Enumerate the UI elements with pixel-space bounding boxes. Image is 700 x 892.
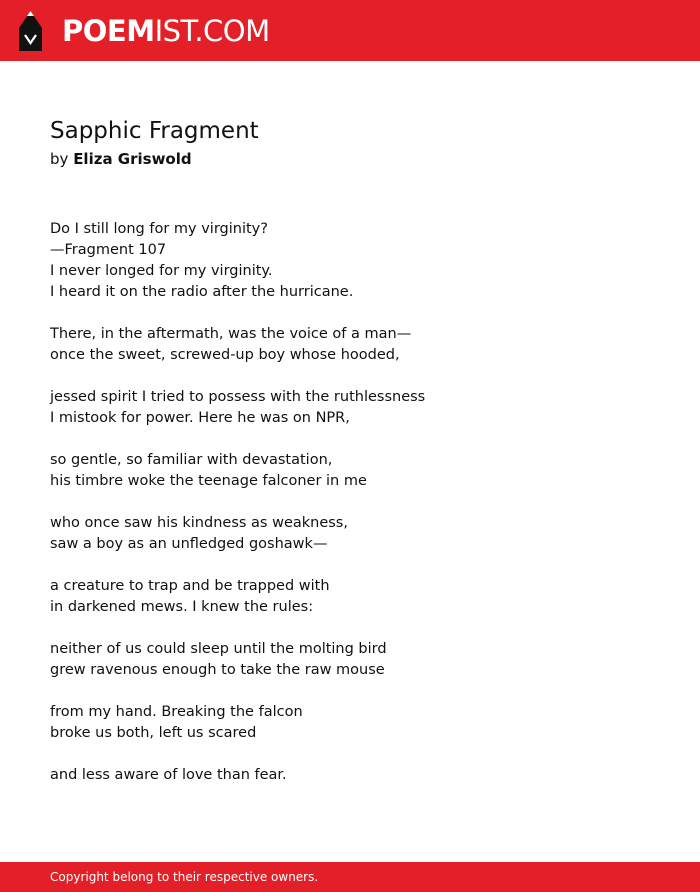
site-logo-text[interactable] xyxy=(62,11,270,51)
poem-line: so gentle, so familiar with devastation, xyxy=(50,452,333,468)
poem-line: who once saw his kindness as weakness, xyxy=(50,515,348,531)
poem-line: saw a boy as an unfledged goshawk⁠— xyxy=(50,536,328,552)
poem-line: I heard it on the radio after the hurricane. xyxy=(50,284,354,300)
poem-line: neither of us could sleep until the molting bird xyxy=(50,641,387,657)
brand-bold: POEM xyxy=(62,14,155,48)
poem-line: broke us both, left us scared xyxy=(50,725,257,741)
stanza-break xyxy=(50,492,670,513)
pencil-icon[interactable] xyxy=(17,10,44,52)
poem-line: There, in the aftermath, was the voice of a man⁠— xyxy=(50,326,412,342)
stanza-break xyxy=(50,555,670,576)
poem-line: Do I still long for my virginity? xyxy=(50,221,268,237)
poem-line: a creature to trap and be trapped with xyxy=(50,578,330,594)
stanza-break xyxy=(50,303,670,324)
stanza-break xyxy=(50,681,670,702)
stanza-break xyxy=(50,744,670,765)
poem-line: I never longed for my virginity. xyxy=(50,263,273,279)
poem-line: his timbre woke the teenage falconer in me xyxy=(50,473,367,489)
copyright-notice: Copyright belong to their respective owners. xyxy=(50,870,319,884)
by-prefix: by xyxy=(50,150,69,168)
poem-body xyxy=(50,219,670,786)
poem-line: I mistook for power. Here he was on NPR, xyxy=(50,410,350,426)
stanza-break xyxy=(50,618,670,639)
poem-line: jessed spirit I tried to possess with the ruthlessness xyxy=(50,389,426,405)
poem-line: once the sweet, screwed-up boy whose hooded, xyxy=(50,347,400,363)
poem-line: grew ravenous enough to take the raw mouse xyxy=(50,662,385,678)
poem-title: Sapphic Fragment xyxy=(50,118,259,144)
site-footer xyxy=(0,862,700,892)
poem-line: from my hand. Breaking the falcon xyxy=(50,704,303,720)
poem-line: —⁠Fragment 107 xyxy=(50,242,167,258)
site-header xyxy=(0,0,700,61)
stanza-break xyxy=(50,429,670,450)
brand-light: IST.COM xyxy=(154,14,270,48)
author-name: Eliza Griswold xyxy=(73,150,192,168)
poem-line: in darkened mews. I knew the rules: xyxy=(50,599,314,615)
poem-line: and less aware of⁠ love than fear. xyxy=(50,767,287,783)
byline xyxy=(50,148,192,170)
stanza-break xyxy=(50,366,670,387)
